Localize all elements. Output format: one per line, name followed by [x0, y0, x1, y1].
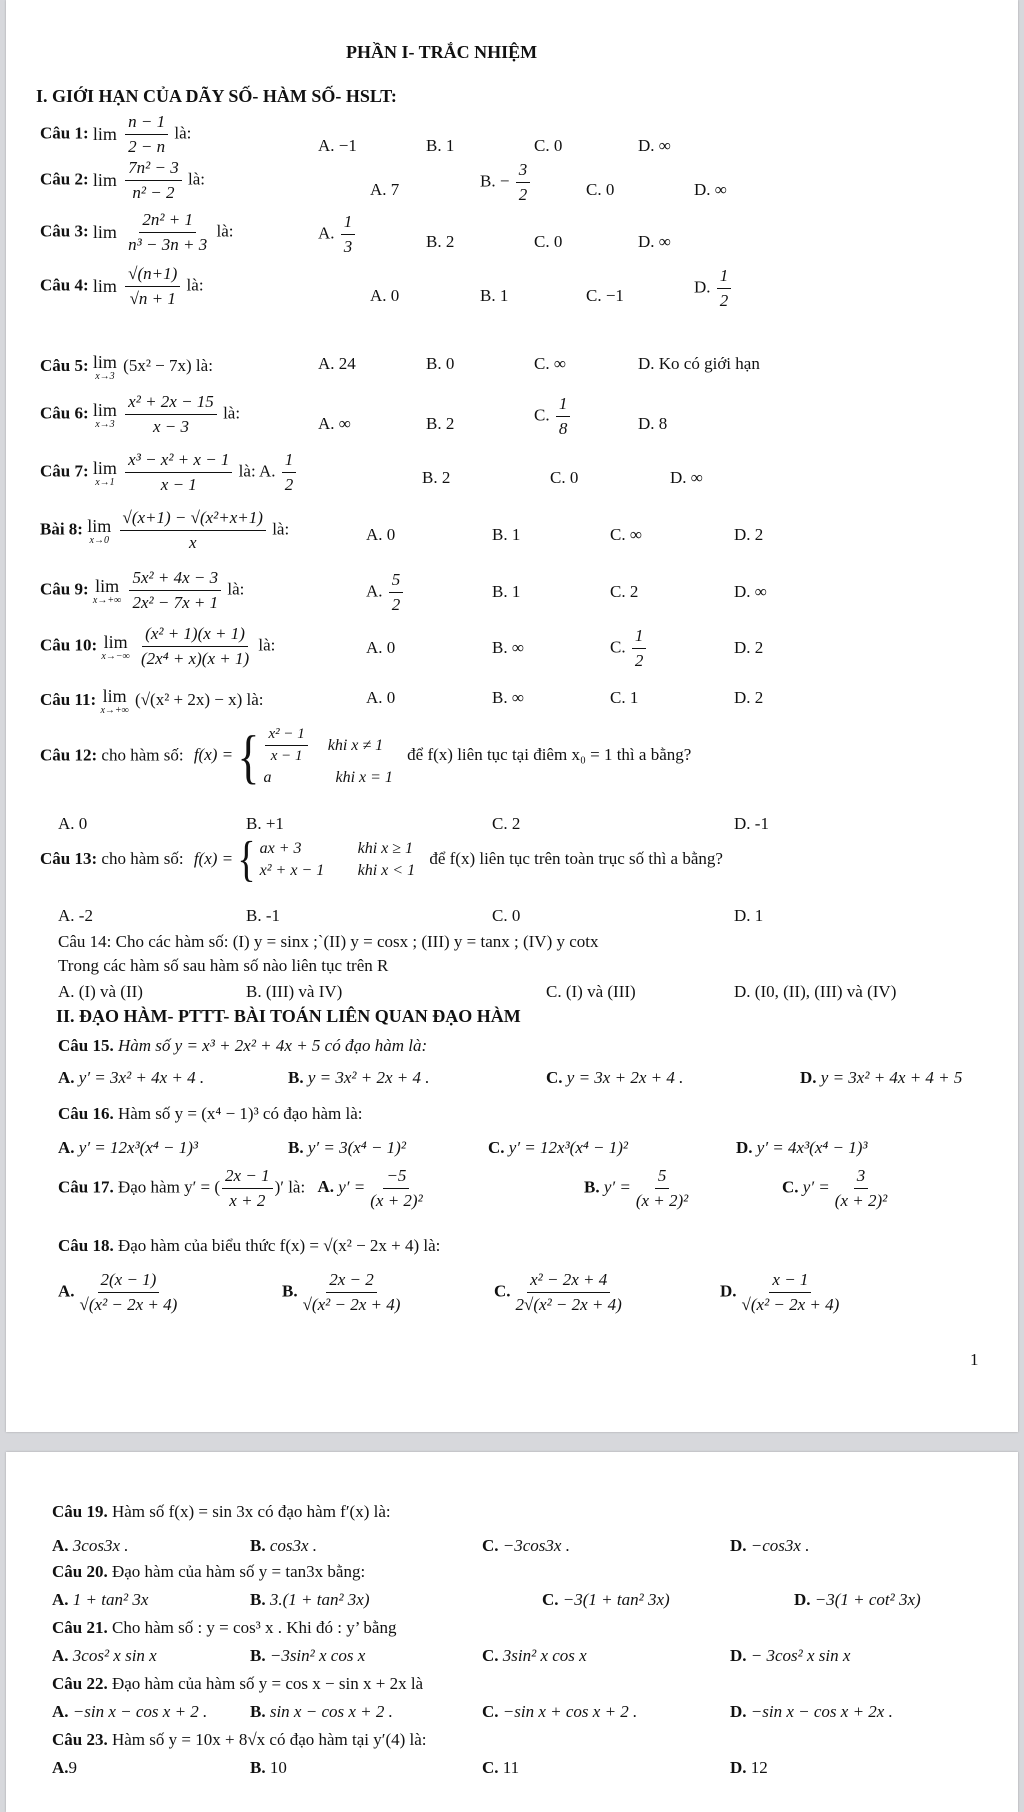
- q10-option-c: C. $\frac{1}{2}$: [610, 626, 648, 671]
- question-12: Câu 12: cho hàm số: f(x) = { $\frac{\text{x² − 1}}{x - 1}$ khi x ≠ 1 a khi x = 1 để f(x) liên tục tại điêm x₀ = 1 thì a bằng?: [40, 722, 692, 789]
- question-10: Câu 10: lim x→−∞ $\frac{\text{(x² + 1)(x + 1)}}{\text{(2x⁴ + x)(x + 1)}}$ là:: [40, 624, 276, 668]
- q17-option-b: B. y′ = $\frac{5}{\text{(x + 2)²}}$: [584, 1166, 689, 1210]
- q7-option-b: B. 2: [422, 468, 451, 487]
- question-16: Câu 16. Hàm số y = (x⁴ − 1)³ có đạo hàm là:: [58, 1104, 363, 1123]
- question-19: Câu 19. Hàm số f(x) = sin 3x có đạo hàm f′(x) là:: [52, 1502, 391, 1521]
- q1-option-d: D. ∞: [638, 136, 671, 155]
- question-13: Câu 13: cho hàm số: f(x) = { ax + 3 khi x ≥ 1 x² + x − 1 khi x < 1 để f(x) liên tục trên toàn trục số thì a bằng?: [40, 832, 723, 888]
- q16-option-d: D. y′ = 4x³(x⁴ − 1)³: [736, 1138, 868, 1157]
- q12-option-d: D. -1: [734, 814, 769, 833]
- q10-option-d: D. 2: [734, 638, 764, 657]
- q1-option-a: A. −1: [318, 136, 357, 155]
- q12-option-b: B. +1: [246, 814, 284, 833]
- q4-option-d: D. $\frac{1}{2}$: [694, 266, 733, 311]
- document-page-1: [6, 0, 1018, 1432]
- page-number: 1: [970, 1350, 979, 1369]
- question-21: Câu 21. Cho hàm số : y = cos³ x . Khi đó : y’ bằng: [52, 1618, 397, 1637]
- question-6: Câu 6: lim x→3 $\frac{\text{x² + 2x − 15}}{x - 3}$ là:: [40, 392, 241, 436]
- q20-option-d: D. −3(1 + cot² 3x): [794, 1590, 921, 1609]
- question-15: Câu 15. Hàm số y = x³ + 2x² + 4x + 5 có đạo hàm là:: [58, 1036, 428, 1055]
- q15-option-d: D. y = 3x² + 4x + 4 + 5: [800, 1068, 963, 1087]
- q14-option-c: C. (I) và (III): [546, 982, 636, 1001]
- q2-option-a: A. 7: [370, 180, 400, 199]
- q18-option-b: B. $\frac{2x - 2}{\text{√(x² − 2x + 4)}}$: [282, 1270, 401, 1314]
- q14-option-b: B. (III) và IV): [246, 982, 343, 1001]
- question-22: Câu 22. Đạo hàm của hàm số y = cos x − sin x + 2x là: [52, 1674, 424, 1693]
- question-14: Câu 14: Cho các hàm số: (I) y = sinx ;`(II) y = cosx ; (III) y = tanx ; (IV) y cotx: [58, 932, 599, 951]
- question-20: Câu 20. Đạo hàm của hàm số y = tan3x bằng:: [52, 1562, 366, 1581]
- q22-option-b: B. sin x − cos x + 2 .: [250, 1702, 393, 1721]
- q3-option-b: B. 2: [426, 232, 455, 251]
- q15-option-a: A. y′ = 3x² + 4x + 4 .: [58, 1068, 205, 1087]
- q16-option-a: A. y′ = 12x³(x⁴ − 1)³: [58, 1138, 199, 1157]
- q16-option-c: C. y′ = 12x³(x⁴ − 1)²: [488, 1138, 629, 1157]
- q13-option-a: A. -2: [58, 906, 93, 925]
- q5-option-d: D. Ko có giới hạn: [638, 354, 760, 373]
- q17-option-c: C. y′ = $\frac{3}{\text{(x + 2)²}}$: [782, 1166, 888, 1210]
- question-8: Bài 8: lim x→0 $\frac{\text{√(x+1) − √(x²+x+1)}}{x}$ là:: [40, 508, 290, 552]
- q3-option-c: C. 0: [534, 232, 563, 251]
- q16-option-b: B. y′ = 3(x⁴ − 1)²: [288, 1138, 406, 1157]
- q13-option-c: C. 0: [492, 906, 521, 925]
- q8-option-b: B. 1: [492, 525, 521, 544]
- q9-option-a: A. $\frac{5}{2}$: [366, 570, 405, 615]
- question-18: Câu 18. Đạo hàm của biểu thức f(x) = √(x² − 2x + 4) là:: [58, 1236, 441, 1255]
- q6-option-a: A. ∞: [318, 414, 351, 433]
- q18-option-a: A. $\frac{2(x - 1)}{\text{√(x² − 2x + 4)}}$: [58, 1270, 178, 1314]
- question-5: Câu 5: lim x→3 (5x² − 7x) là:: [40, 352, 213, 382]
- q11-option-d: D. 2: [734, 688, 764, 707]
- q18-option-d: D. $\frac{x - 1}{\text{√(x² − 2x + 4)}}$: [720, 1270, 840, 1314]
- section-2-heading: II. ĐẠO HÀM- PTTT- BÀI TOÁN LIÊN QUAN ĐẠO HÀM: [56, 1006, 521, 1026]
- q18-option-c: C. $\frac{\text{x² − 2x + 4}}{\text{2√(x² − 2x + 4)}}$: [494, 1270, 622, 1314]
- q21-option-a: A. 3cos² x sin x: [52, 1646, 157, 1665]
- q8-option-c: C. ∞: [610, 525, 642, 544]
- q20-option-b: B. 3.(1 + tan² 3x): [250, 1590, 370, 1609]
- q19-option-d: D. −cos3x .: [730, 1536, 810, 1555]
- question-23: Câu 23. Hàm số y = 10x + 8√x có đạo hàm tại y′(4) là:: [52, 1730, 427, 1749]
- q5-option-a: A. 24: [318, 354, 356, 373]
- q2-option-b: B. − $\frac{3}{2}$: [480, 160, 532, 205]
- q4-option-c: C. −1: [586, 286, 624, 305]
- q19-option-a: A. 3cos3x .: [52, 1536, 129, 1555]
- question-3: Câu 3: lim $\frac{\text{2n² + 1}}{\text{n³ − 3n + 3}}$ là:: [40, 210, 234, 254]
- q5-option-b: B. 0: [426, 354, 455, 373]
- q3-option-d: D. ∞: [638, 232, 671, 251]
- question-1: Câu 1: lim $\frac{n - 1}{2 - n}$ là:: [40, 112, 192, 156]
- q6-option-b: B. 2: [426, 414, 455, 433]
- q6-option-d: D. 8: [638, 414, 668, 433]
- question-2: Câu 2: lim $\frac{\text{7n² − 3}}{\text{n² − 2}}$ là:: [40, 158, 205, 202]
- q23-option-a: A.9: [52, 1758, 78, 1777]
- document-page-2: [6, 1452, 1018, 1812]
- question-7: Câu 7: lim x→1 $\frac{\text{x³ − x² + x − 1}}{x - 1}$ là: A. $\frac{1}{2}$: [40, 450, 298, 495]
- q8-option-d: D. 2: [734, 525, 764, 544]
- question-4: Câu 4: lim $\frac{√(n+1)}{√n + 1}$ là:: [40, 264, 204, 308]
- q2-option-c: C. 0: [586, 180, 615, 199]
- q8-option-a: A. 0: [366, 525, 396, 544]
- section-1-heading: I. GIỚI HẠN CỦA DÃY SỐ- HÀM SỐ- HSLT:: [36, 86, 397, 106]
- question-11: Câu 11: lim x→+∞ (√(x² + 2x) − x) là:: [40, 686, 264, 716]
- q1-option-b: B. 1: [426, 136, 455, 155]
- q20-option-c: C. −3(1 + tan² 3x): [542, 1590, 670, 1609]
- q7-option-c: C. 0: [550, 468, 579, 487]
- q1-option-c: C. 0: [534, 136, 563, 155]
- q10-option-b: B. ∞: [492, 638, 524, 657]
- q21-option-b: B. −3sin² x cos x: [250, 1646, 366, 1665]
- q11-option-b: B. ∞: [492, 688, 524, 707]
- q11-option-c: C. 1: [610, 688, 639, 707]
- q4-option-a: A. 0: [370, 286, 400, 305]
- q19-option-b: B. cos3x .: [250, 1536, 318, 1555]
- q6-option-c: C. $\frac{1}{8}$: [534, 394, 572, 439]
- question-17: Câu 17. Đạo hàm y′ = ( $\frac{2x - 1}{x + 2}$ )′ là: A. y′ = $\frac{-5}{\text{(x + 2)²}}$: [58, 1166, 423, 1210]
- q23-option-b: B. 10: [250, 1758, 287, 1777]
- q12-option-a: A. 0: [58, 814, 88, 833]
- q19-option-c: C. −3cos3x .: [482, 1536, 570, 1555]
- q5-option-c: C. ∞: [534, 354, 566, 373]
- q14-line2: Trong các hàm số sau hàm số nào liên tục trên R: [58, 956, 389, 975]
- q4-option-b: B. 1: [480, 286, 509, 305]
- q13-option-b: B. -1: [246, 906, 280, 925]
- q9-option-d: D. ∞: [734, 582, 767, 601]
- q13-option-d: D. 1: [734, 906, 764, 925]
- q3-option-a: A. $\frac{1}{3}$: [318, 212, 357, 257]
- q21-option-c: C. 3sin² x cos x: [482, 1646, 587, 1665]
- q22-option-a: A. −sin x − cos x + 2 .: [52, 1702, 208, 1721]
- q14-option-a: A. (I) và (II): [58, 982, 143, 1001]
- q7-option-d: D. ∞: [670, 468, 703, 487]
- q23-option-d: D. 12: [730, 1758, 768, 1777]
- q21-option-d: D. − 3cos² x sin x: [730, 1646, 851, 1665]
- q11-option-a: A. 0: [366, 688, 396, 707]
- q10-option-a: A. 0: [366, 638, 396, 657]
- page-title: PHẦN I- TRẮC NHIỆM: [346, 42, 538, 62]
- q23-option-c: C. 11: [482, 1758, 520, 1777]
- q2-option-d: D. ∞: [694, 180, 727, 199]
- q9-option-b: B. 1: [492, 582, 521, 601]
- q14-option-d: D. (I0, (II), (III) và (IV): [734, 982, 897, 1001]
- q12-option-c: C. 2: [492, 814, 521, 833]
- q9-option-c: C. 2: [610, 582, 639, 601]
- q15-option-b: B. y = 3x² + 2x + 4 .: [288, 1068, 430, 1087]
- q20-option-a: A. 1 + tan² 3x: [52, 1590, 149, 1609]
- q22-option-c: C. −sin x + cos x + 2 .: [482, 1702, 638, 1721]
- q22-option-d: D. −sin x − cos x + 2x .: [730, 1702, 893, 1721]
- question-9: Câu 9: lim x→+∞ $\frac{\text{5x² + 4x − 3}}{\text{2x² − 7x + 1}}$ là:: [40, 568, 245, 612]
- q15-option-c: C. y = 3x + 2x + 4 .: [546, 1068, 684, 1087]
